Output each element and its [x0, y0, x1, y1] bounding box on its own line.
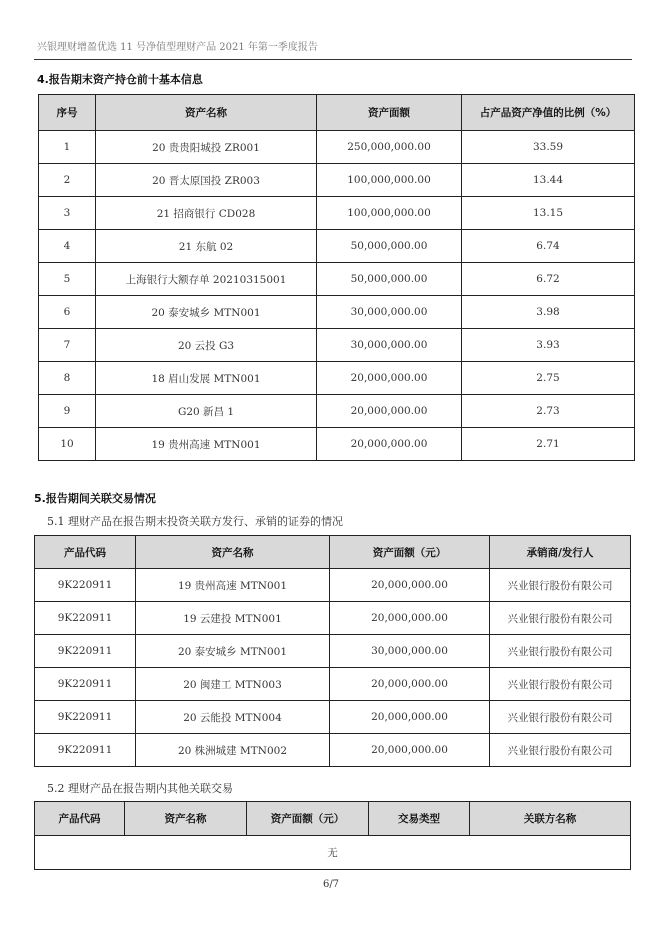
- table-row: [35, 836, 631, 870]
- table-row: [39, 197, 635, 230]
- cell-face-value: 50,000,000.00: [317, 230, 462, 263]
- cell-product-code: 9K220911: [35, 635, 136, 668]
- table-row: [39, 164, 635, 197]
- table-row: [39, 395, 635, 428]
- cell-asset-name: 20 云能投 MTN004: [136, 701, 330, 734]
- page-number: 6/7: [322, 879, 340, 890]
- table-row: [39, 131, 635, 164]
- cell-asset-name: 19 贵州高速 MTN001: [136, 569, 330, 602]
- cell-underwriter: 兴业银行股份有限公司: [490, 602, 631, 635]
- table-row: [39, 329, 635, 362]
- cell-asset-name: G20 新昌 1: [96, 395, 317, 428]
- cell-asset-name: 20 贵贵阳城投 ZR001: [96, 131, 317, 164]
- cell-face-value: 30,000,000.00: [317, 329, 462, 362]
- table-row: [35, 635, 631, 668]
- document-header: 兴银理财增盈优选 11 号净值型理财产品 2021 年第一季度报告: [37, 42, 318, 53]
- header-rule: [34, 59, 632, 60]
- cell-asset-name: 20 晋太原国投 ZR003: [96, 164, 317, 197]
- col-header-related-party: 关联方名称: [470, 802, 631, 836]
- cell-index: 7: [39, 329, 96, 362]
- cell-index: 10: [39, 428, 96, 461]
- cell-index: 2: [39, 164, 96, 197]
- cell-product-code: 9K220911: [35, 668, 136, 701]
- cell-index: 5: [39, 263, 96, 296]
- cell-asset-name: 上海银行大额存单 20210315001: [96, 263, 317, 296]
- cell-underwriter: 兴业银行股份有限公司: [490, 668, 631, 701]
- section-5-1-title: 5.1 理财产品在报告期末投资关联方发行、承销的证券的情况: [47, 515, 343, 528]
- table-row: [35, 602, 631, 635]
- col-header-net-asset-ratio: 占产品资产净值的比例（%）: [462, 95, 635, 131]
- cell-product-code: 9K220911: [35, 734, 136, 767]
- cell-asset-name: 20 株洲城建 MTN002: [136, 734, 330, 767]
- related-party-securities-body: [35, 569, 631, 767]
- cell-face-value: 20,000,000.00: [330, 734, 490, 767]
- col-header-face-value: 资产面额（元）: [330, 536, 490, 569]
- cell-net-asset-ratio: 2.71: [462, 428, 635, 461]
- cell-face-value: 100,000,000.00: [317, 197, 462, 230]
- cell-face-value: 250,000,000.00: [317, 131, 462, 164]
- cell-net-asset-ratio: 6.74: [462, 230, 635, 263]
- table-row: [35, 734, 631, 767]
- cell-face-value: 100,000,000.00: [317, 164, 462, 197]
- cell-asset-name: 20 闽建工 MTN003: [136, 668, 330, 701]
- cell-face-value: 30,000,000.00: [330, 635, 490, 668]
- cell-net-asset-ratio: 33.59: [462, 131, 635, 164]
- cell-product-code: 9K220911: [35, 701, 136, 734]
- cell-net-asset-ratio: 6.72: [462, 263, 635, 296]
- col-header-transaction-type: 交易类型: [369, 802, 470, 836]
- section-4-title: 4.报告期末资产持仓前十基本信息: [37, 73, 203, 86]
- col-header-asset-name: 资产名称: [125, 802, 247, 836]
- cell-face-value: 30,000,000.00: [317, 296, 462, 329]
- cell-face-value: 20,000,000.00: [317, 428, 462, 461]
- cell-underwriter: 兴业银行股份有限公司: [490, 635, 631, 668]
- cell-net-asset-ratio: 3.98: [462, 296, 635, 329]
- table-row: [39, 263, 635, 296]
- cell-asset-name: 20 泰安城乡 MTN001: [96, 296, 317, 329]
- table-header-row: [39, 95, 635, 131]
- cell-net-asset-ratio: 13.44: [462, 164, 635, 197]
- cell-index: 1: [39, 131, 96, 164]
- cell-net-asset-ratio: 2.75: [462, 362, 635, 395]
- section-5-2-title: 5.2 理财产品在报告期内其他关联交易: [47, 782, 233, 795]
- cell-underwriter: 兴业银行股份有限公司: [490, 569, 631, 602]
- cell-underwriter: 兴业银行股份有限公司: [490, 701, 631, 734]
- cell-underwriter: 兴业银行股份有限公司: [490, 734, 631, 767]
- table-header-row: [35, 802, 631, 836]
- cell-asset-name: 21 招商银行 CD028: [96, 197, 317, 230]
- cell-index: 4: [39, 230, 96, 263]
- cell-index: 8: [39, 362, 96, 395]
- cell-net-asset-ratio: 3.93: [462, 329, 635, 362]
- section-5-title: 5.报告期间关联交易情况: [34, 492, 156, 505]
- cell-asset-name: 18 眉山发展 MTN001: [96, 362, 317, 395]
- cell-product-code: 9K220911: [35, 569, 136, 602]
- col-header-asset-name: 资产名称: [136, 536, 330, 569]
- cell-product-code: 9K220911: [35, 602, 136, 635]
- cell-face-value: 20,000,000.00: [330, 602, 490, 635]
- cell-asset-name: 20 云投 G3: [96, 329, 317, 362]
- table-row: [39, 362, 635, 395]
- col-header-face-value: 资产面额（元）: [247, 802, 369, 836]
- col-header-underwriter: 承销商/发行人: [490, 536, 631, 569]
- col-header-product-code: 产品代码: [35, 536, 136, 569]
- table-row: [35, 668, 631, 701]
- cell-asset-name: 20 泰安城乡 MTN001: [136, 635, 330, 668]
- top-ten-holdings-table: [38, 94, 635, 461]
- cell-face-value: 20,000,000.00: [330, 668, 490, 701]
- other-related-transactions-table: [34, 801, 631, 870]
- cell-net-asset-ratio: 13.15: [462, 197, 635, 230]
- cell-net-asset-ratio: 2.73: [462, 395, 635, 428]
- cell-face-value: 50,000,000.00: [317, 263, 462, 296]
- table-row: [39, 230, 635, 263]
- cell-index: 3: [39, 197, 96, 230]
- table-row: [35, 569, 631, 602]
- top-ten-holdings-body: [39, 131, 635, 461]
- cell-asset-name: 19 贵州高速 MTN001: [96, 428, 317, 461]
- cell-face-value: 20,000,000.00: [330, 701, 490, 734]
- col-header-asset-name: 资产名称: [96, 95, 317, 131]
- table-row: [35, 701, 631, 734]
- cell-face-value: 20,000,000.00: [317, 362, 462, 395]
- cell-index: 9: [39, 395, 96, 428]
- cell-face-value: 20,000,000.00: [330, 569, 490, 602]
- cell-index: 6: [39, 296, 96, 329]
- table-header-row: [35, 536, 631, 569]
- table-row: [39, 296, 635, 329]
- col-header-face-value: 资产面额: [317, 95, 462, 131]
- col-header-product-code: 产品代码: [35, 802, 125, 836]
- table-row: [39, 428, 635, 461]
- empty-cell: 无: [35, 836, 631, 870]
- col-header-index: 序号: [39, 95, 96, 131]
- cell-asset-name: 19 云建投 MTN001: [136, 602, 330, 635]
- cell-face-value: 20,000,000.00: [317, 395, 462, 428]
- cell-asset-name: 21 东航 02: [96, 230, 317, 263]
- related-party-securities-table: [34, 535, 631, 767]
